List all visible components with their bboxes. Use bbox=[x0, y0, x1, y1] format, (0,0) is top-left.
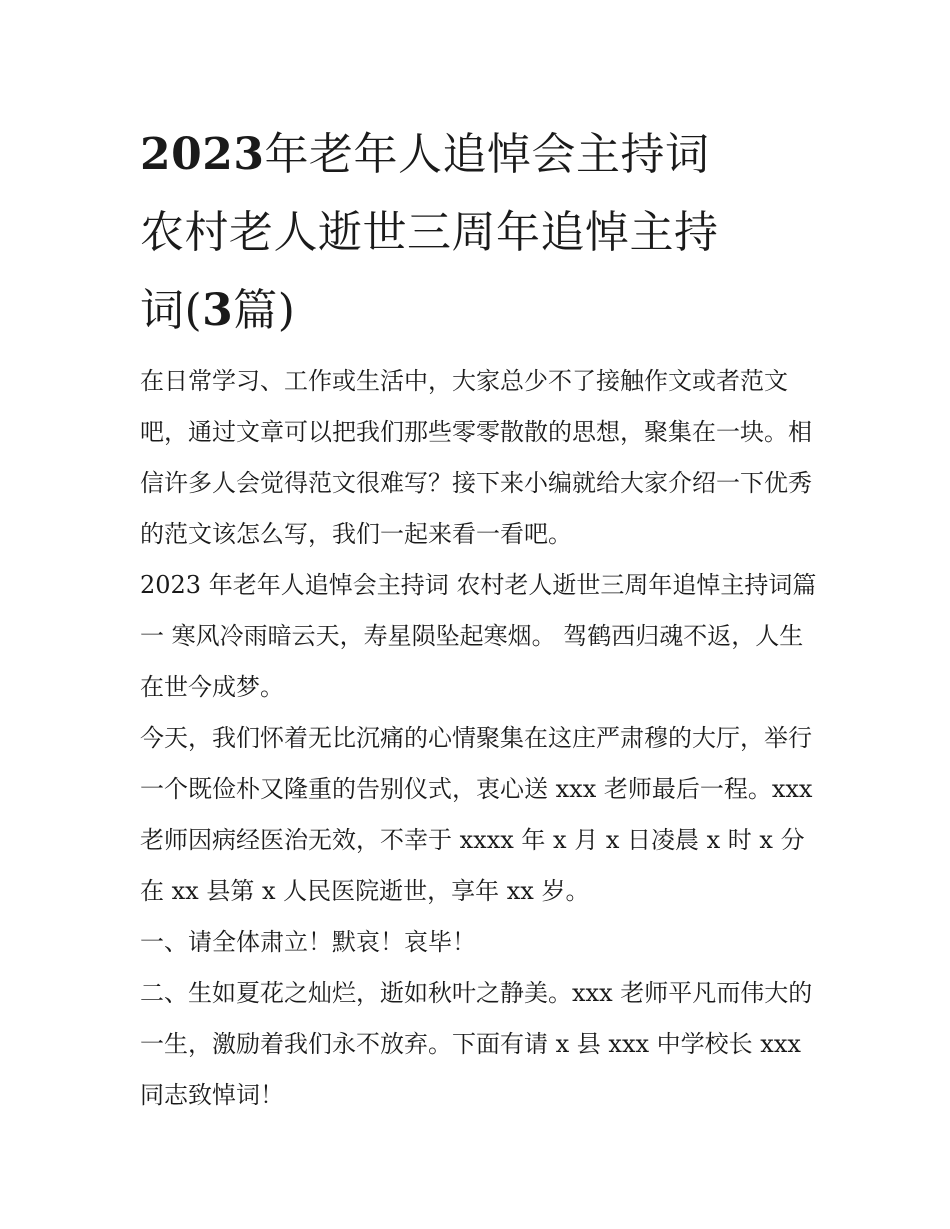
body-paragraph-1: 今天，我们怀着无比沉痛的心情聚集在这庄严肃穆的大厅，举行一个既俭朴又隆重的告别仪式，衷心送 xxx 老师最后一程。xxx 老师因病经医治无效，不幸于 xxxx 年 x 月 x 日凌晨 x 时 x 分在 xx 县第 x 人民医院逝世，享年 xx 岁。 bbox=[140, 724, 813, 905]
intro-paragraph: 在日常学习、工作或生活中，大家总少不了接触作文或者范文吧，通过文章可以把我们那些零零散散的思想，聚集在一块。相信许多人会觉得范文很难写？接下来小编就给大家介绍一下优秀的范文该怎么写，我们一起来看一看吧。 bbox=[140, 367, 812, 548]
title-line3-num: 3 bbox=[202, 285, 234, 336]
body-paragraph-3: 二、生如夏花之灿烂，逝如秋叶之静美。xxx 老师平凡而伟大的一生，激励着我们永不放弃。下面有请 x 县 xxx 中学校长 xxx 同志致悼词！ bbox=[140, 979, 813, 1109]
title-line2-text: 农村老人逝世三周年追悼主持 bbox=[140, 207, 719, 258]
title-year: 2023 bbox=[140, 129, 265, 180]
heading-paragraph: 2023 年老年人追悼会主持词 农村老人逝世三周年追悼主持词篇一 寒风冷雨暗云天，寿星陨坠起寒烟。 驾鹤西归魂不返，人生在世今成梦。 bbox=[140, 571, 817, 701]
title-line3-post: 篇) bbox=[233, 285, 296, 336]
document-title bbox=[140, 116, 820, 350]
title-line3-pre: 词( bbox=[140, 285, 203, 336]
body-paragraph-2: 一、请全体肃立！默哀！哀毕！ bbox=[140, 928, 476, 956]
document-page bbox=[140, 116, 820, 1121]
title-line1-text: 年老年人追悼会主持词 bbox=[264, 129, 710, 180]
